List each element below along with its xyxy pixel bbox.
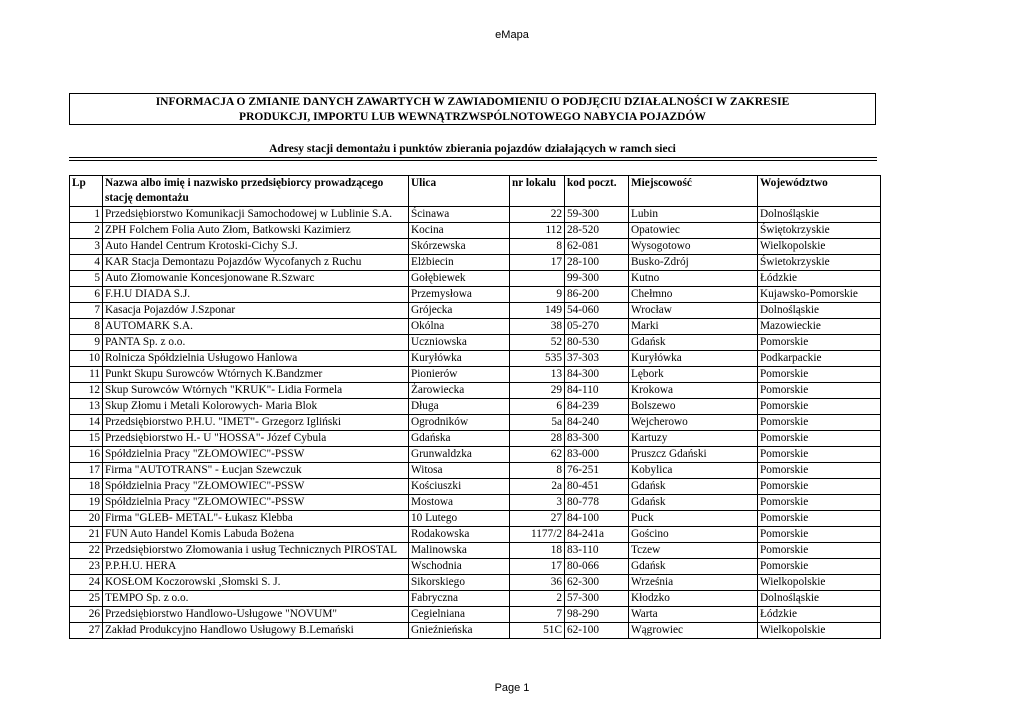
cell-city: Opatowiec (629, 223, 758, 239)
cell-nr: 52 (510, 335, 565, 351)
cell-lp: 26 (70, 607, 103, 623)
cell-nr: 9 (510, 287, 565, 303)
cell-name: Auto Złomowanie Koncesjonowane R.Szwarc (103, 271, 409, 287)
table-row (70, 431, 881, 447)
table-row (70, 399, 881, 415)
cell-woj: Pomorskie (758, 479, 881, 495)
cell-name: ZPH Folchem Folia Auto Złom, Batkowski Kazimierz (103, 223, 409, 239)
cell-nr: 17 (510, 255, 565, 271)
cell-city: Puck (629, 511, 758, 527)
cell-kod: 99-300 (565, 271, 629, 287)
cell-nr: 29 (510, 383, 565, 399)
cell-kod: 05-270 (565, 319, 629, 335)
cell-kod: 84-240 (565, 415, 629, 431)
cell-city: Gościno (629, 527, 758, 543)
column-header-postcode: kod poczt. (565, 176, 629, 207)
cell-city: Gdańsk (629, 495, 758, 511)
cell-name: PANTA Sp. z o.o. (103, 335, 409, 351)
title-line-1: INFORMACJA O ZMIANIE DANYCH ZAWARTYCH W ZAWIADOMIENIU O PODJĘCIU DZIAŁALNOŚCI W ZAKRESIE (155, 96, 790, 108)
cell-street: Fabryczna (409, 591, 510, 607)
cell-street: Kocina (409, 223, 510, 239)
cell-street: Żarowiecka (409, 383, 510, 399)
cell-name: Firma "AUTOTRANS" - Łucjan Szewczuk (103, 463, 409, 479)
cell-nr: 18 (510, 543, 565, 559)
stations-table (69, 175, 881, 639)
cell-nr: 22 (510, 207, 565, 223)
cell-lp: 16 (70, 447, 103, 463)
cell-nr: 535 (510, 351, 565, 367)
cell-woj: Mazowieckie (758, 319, 881, 335)
cell-lp: 27 (70, 623, 103, 639)
cell-nr: 5a (510, 415, 565, 431)
cell-city: Pruszcz Gdański (629, 447, 758, 463)
cell-city: Kartuzy (629, 431, 758, 447)
cell-lp: 12 (70, 383, 103, 399)
cell-kod: 57-300 (565, 591, 629, 607)
cell-lp: 24 (70, 575, 103, 591)
cell-lp: 6 (70, 287, 103, 303)
cell-street: Cegielniana (409, 607, 510, 623)
cell-woj: Pomorskie (758, 543, 881, 559)
cell-kod: 80-066 (565, 559, 629, 575)
cell-lp: 23 (70, 559, 103, 575)
cell-street: Ścinawa (409, 207, 510, 223)
cell-nr: 2 (510, 591, 565, 607)
cell-name: Przedsiębiorstwo P.H.U. "IMET"- Grzegorz Igliński (103, 415, 409, 431)
cell-city: Września (629, 575, 758, 591)
table-row (70, 207, 881, 223)
subtitle-underline (69, 157, 877, 158)
cell-city: Krokowa (629, 383, 758, 399)
cell-kod: 62-100 (565, 623, 629, 639)
cell-kod: 84-300 (565, 367, 629, 383)
cell-woj: Wielkopolskie (758, 575, 881, 591)
cell-name: KAR Stacja Demontazu Pojazdów Wycofanych z Ruchu (103, 255, 409, 271)
cell-name: Spółdzielnia Pracy "ZŁOMOWIEC"-PSSW (103, 447, 409, 463)
cell-kod: 83-300 (565, 431, 629, 447)
cell-kod: 37-303 (565, 351, 629, 367)
cell-lp: 5 (70, 271, 103, 287)
column-header-voivodeship: Województwo (758, 176, 881, 207)
cell-name: AUTOMARK S.A. (103, 319, 409, 335)
cell-name: Zakład Produkcyjno Handlowo Usługowy B.Lemański (103, 623, 409, 639)
cell-nr: 36 (510, 575, 565, 591)
page-header: eMapa (495, 29, 529, 41)
subtitle-underline-2 (69, 160, 877, 161)
table-row (70, 303, 881, 319)
cell-name: Skup Surowców Wtórnych "KRUK"- Lidia Formela (103, 383, 409, 399)
table-row (70, 543, 881, 559)
cell-kod: 86-200 (565, 287, 629, 303)
cell-woj: Łódzkie (758, 607, 881, 623)
cell-kod: 28-100 (565, 255, 629, 271)
cell-city: Warta (629, 607, 758, 623)
cell-woj: Pomorskie (758, 415, 881, 431)
cell-name: Auto Handel Centrum Krotoski-Cichy S.J. (103, 239, 409, 255)
table-row (70, 223, 881, 239)
cell-name: Przedsiębiorstwo Handlowo-Usługowe "NOVUM" (103, 607, 409, 623)
cell-street: Sikorskiego (409, 575, 510, 591)
cell-street: Skórzewska (409, 239, 510, 255)
table-row (70, 607, 881, 623)
cell-kod: 80-530 (565, 335, 629, 351)
table-row (70, 287, 881, 303)
cell-nr: 62 (510, 447, 565, 463)
cell-name: F.H.U DIADA S.J. (103, 287, 409, 303)
table-row (70, 511, 881, 527)
cell-lp: 13 (70, 399, 103, 415)
cell-lp: 19 (70, 495, 103, 511)
table-header-row (70, 176, 881, 207)
table-row (70, 447, 881, 463)
cell-street: Gdańska (409, 431, 510, 447)
cell-nr: 1177/2 (510, 527, 565, 543)
cell-city: Kuryłówka (629, 351, 758, 367)
cell-lp: 4 (70, 255, 103, 271)
cell-city: Gdańsk (629, 479, 758, 495)
cell-lp: 8 (70, 319, 103, 335)
column-header-lp: Lp (70, 176, 103, 207)
table-row (70, 559, 881, 575)
cell-woj: Dolnośląskie (758, 591, 881, 607)
cell-nr: 112 (510, 223, 565, 239)
cell-woj: Kujawsko-Pomorskie (758, 287, 881, 303)
cell-street: Mostowa (409, 495, 510, 511)
cell-city: Wrocław (629, 303, 758, 319)
cell-woj: Pomorskie (758, 559, 881, 575)
cell-name: Kasacja Pojazdów J.Szponar (103, 303, 409, 319)
cell-kod: 80-451 (565, 479, 629, 495)
cell-kod: 83-000 (565, 447, 629, 463)
cell-city: Busko-Zdrój (629, 255, 758, 271)
cell-street: Gnieźnieńska (409, 623, 510, 639)
cell-city: Tczew (629, 543, 758, 559)
cell-lp: 20 (70, 511, 103, 527)
table-row (70, 255, 881, 271)
cell-woj: Pomorskie (758, 399, 881, 415)
title-line-2: PRODUKCJI, IMPORTU LUB WEWNĄTRZWSPÓLNOTOWEGO NABYCIA POJAZDÓW (239, 111, 706, 123)
cell-street: Witosa (409, 463, 510, 479)
cell-street: Elżbiecin (409, 255, 510, 271)
cell-woj: Świętokrzyskie (758, 223, 881, 239)
cell-woj: Łódzkie (758, 271, 881, 287)
table-row (70, 319, 881, 335)
cell-name: Przedsiębiorstwo Złomowania i usług Technicznych PIROSTAL (103, 543, 409, 559)
column-header-street: Ulica (409, 176, 510, 207)
cell-kod: 83-110 (565, 543, 629, 559)
cell-nr: 38 (510, 319, 565, 335)
cell-nr: 2a (510, 479, 565, 495)
cell-lp: 15 (70, 431, 103, 447)
cell-name: P.P.H.U. HERA (103, 559, 409, 575)
cell-city: Wysogotowo (629, 239, 758, 255)
cell-street: Kuryłówka (409, 351, 510, 367)
table-row (70, 479, 881, 495)
column-header-name: Nazwa albo imię i nazwisko przedsiębiorcy prowadzącego stację demontażu (103, 176, 409, 207)
cell-kod: 84-100 (565, 511, 629, 527)
table-row (70, 495, 881, 511)
table-row (70, 591, 881, 607)
cell-lp: 14 (70, 415, 103, 431)
cell-name: Przedsiębiorstwo H.- U "HOSSA"- Józef Cybula (103, 431, 409, 447)
cell-street: Kościuszki (409, 479, 510, 495)
cell-city: Wejcherowo (629, 415, 758, 431)
cell-woj: Pomorskie (758, 367, 881, 383)
cell-nr: 13 (510, 367, 565, 383)
cell-woj: Pomorskie (758, 335, 881, 351)
cell-woj: Pomorskie (758, 431, 881, 447)
cell-lp: 3 (70, 239, 103, 255)
table-row (70, 527, 881, 543)
table-row (70, 351, 881, 367)
cell-woj: Wielkopolskie (758, 239, 881, 255)
cell-street: Pionierów (409, 367, 510, 383)
cell-woj: Podkarpackie (758, 351, 881, 367)
table-row (70, 575, 881, 591)
column-header-city: Miejscowość (629, 176, 758, 207)
cell-city: Kutno (629, 271, 758, 287)
cell-woj: Wielkopolskie (758, 623, 881, 639)
cell-street: Rodakowska (409, 527, 510, 543)
cell-name: KOSŁOM Koczorowski ,Słomski S. J. (103, 575, 409, 591)
cell-city: Chełmno (629, 287, 758, 303)
cell-lp: 25 (70, 591, 103, 607)
cell-city: Gdańsk (629, 559, 758, 575)
cell-lp: 17 (70, 463, 103, 479)
cell-name: TEMPO Sp. z o.o. (103, 591, 409, 607)
cell-kod: 84-110 (565, 383, 629, 399)
cell-city: Gdańsk (629, 335, 758, 351)
cell-woj: Pomorskie (758, 463, 881, 479)
cell-lp: 22 (70, 543, 103, 559)
cell-street: Malinowska (409, 543, 510, 559)
cell-woj: Pomorskie (758, 383, 881, 399)
cell-nr: 7 (510, 607, 565, 623)
cell-lp: 21 (70, 527, 103, 543)
cell-street: Gołębiewek (409, 271, 510, 287)
table-row (70, 271, 881, 287)
cell-lp: 2 (70, 223, 103, 239)
cell-street: Uczniowska (409, 335, 510, 351)
cell-woj: Pomorskie (758, 527, 881, 543)
cell-city: Kłodzko (629, 591, 758, 607)
cell-name: Firma "GLEB- METAL"- Łukasz Klebba (103, 511, 409, 527)
cell-lp: 1 (70, 207, 103, 223)
cell-nr (510, 271, 565, 287)
cell-city: Bolszewo (629, 399, 758, 415)
cell-nr: 149 (510, 303, 565, 319)
cell-street: Długa (409, 399, 510, 415)
cell-woj: Świetokrzyskie (758, 255, 881, 271)
table-row (70, 383, 881, 399)
cell-street: Grunwaldzka (409, 447, 510, 463)
table-row (70, 415, 881, 431)
page-footer: Page 1 (494, 682, 530, 694)
cell-name: Spółdzielnia Pracy "ZŁOMOWIEC"-PSSW (103, 495, 409, 511)
cell-street: Ogrodników (409, 415, 510, 431)
cell-kod: 98-290 (565, 607, 629, 623)
cell-name: FUN Auto Handel Komis Labuda Bożena (103, 527, 409, 543)
cell-street: Przemysłowa (409, 287, 510, 303)
cell-city: Kobylica (629, 463, 758, 479)
cell-kod: 59-300 (565, 207, 629, 223)
cell-nr: 17 (510, 559, 565, 575)
column-header-nr: nr lokalu (510, 176, 565, 207)
cell-street: Wschodnia (409, 559, 510, 575)
cell-nr: 8 (510, 239, 565, 255)
cell-kod: 62-300 (565, 575, 629, 591)
cell-street: 10 Lutego (409, 511, 510, 527)
cell-nr: 28 (510, 431, 565, 447)
cell-lp: 9 (70, 335, 103, 351)
table-row (70, 239, 881, 255)
cell-lp: 18 (70, 479, 103, 495)
cell-name: Skup Złomu i Metali Kolorowych- Maria Blok (103, 399, 409, 415)
table-row (70, 335, 881, 351)
cell-nr: 6 (510, 399, 565, 415)
cell-lp: 7 (70, 303, 103, 319)
cell-street: Grójecka (409, 303, 510, 319)
cell-nr: 3 (510, 495, 565, 511)
table-row (70, 463, 881, 479)
cell-name: Przedsiębiorstwo Komunikacji Samochodowej w Lublinie S.A. (103, 207, 409, 223)
cell-city: Marki (629, 319, 758, 335)
table-row (70, 623, 881, 639)
cell-kod: 76-251 (565, 463, 629, 479)
cell-name: Rolnicza Spółdzielnia Usługowo Hanlowa (103, 351, 409, 367)
cell-kod: 28-520 (565, 223, 629, 239)
cell-city: Lubin (629, 207, 758, 223)
cell-nr: 8 (510, 463, 565, 479)
cell-kod: 62-081 (565, 239, 629, 255)
cell-woj: Pomorskie (758, 511, 881, 527)
cell-city: Lębork (629, 367, 758, 383)
cell-kod: 84-239 (565, 399, 629, 415)
table-row (70, 367, 881, 383)
table-body (70, 207, 881, 639)
cell-nr: 27 (510, 511, 565, 527)
cell-city: Wągrowiec (629, 623, 758, 639)
cell-woj: Dolnośląskie (758, 207, 881, 223)
cell-nr: 51C (510, 623, 565, 639)
cell-kod: 54-060 (565, 303, 629, 319)
cell-woj: Dolnośląskie (758, 303, 881, 319)
cell-name: Spółdzielnia Pracy "ZŁOMOWIEC"-PSSW (103, 479, 409, 495)
document-title (69, 93, 876, 125)
table-subtitle: Adresy stacji demontażu i punktów zbierania pojazdów działających w ramch sieci (269, 143, 676, 155)
cell-street: Okólna (409, 319, 510, 335)
cell-woj: Pomorskie (758, 495, 881, 511)
cell-name: Punkt Skupu Surowców Wtórnych K.Bandzmer (103, 367, 409, 383)
cell-lp: 10 (70, 351, 103, 367)
cell-kod: 80-778 (565, 495, 629, 511)
cell-lp: 11 (70, 367, 103, 383)
cell-kod: 84-241a (565, 527, 629, 543)
cell-woj: Pomorskie (758, 447, 881, 463)
